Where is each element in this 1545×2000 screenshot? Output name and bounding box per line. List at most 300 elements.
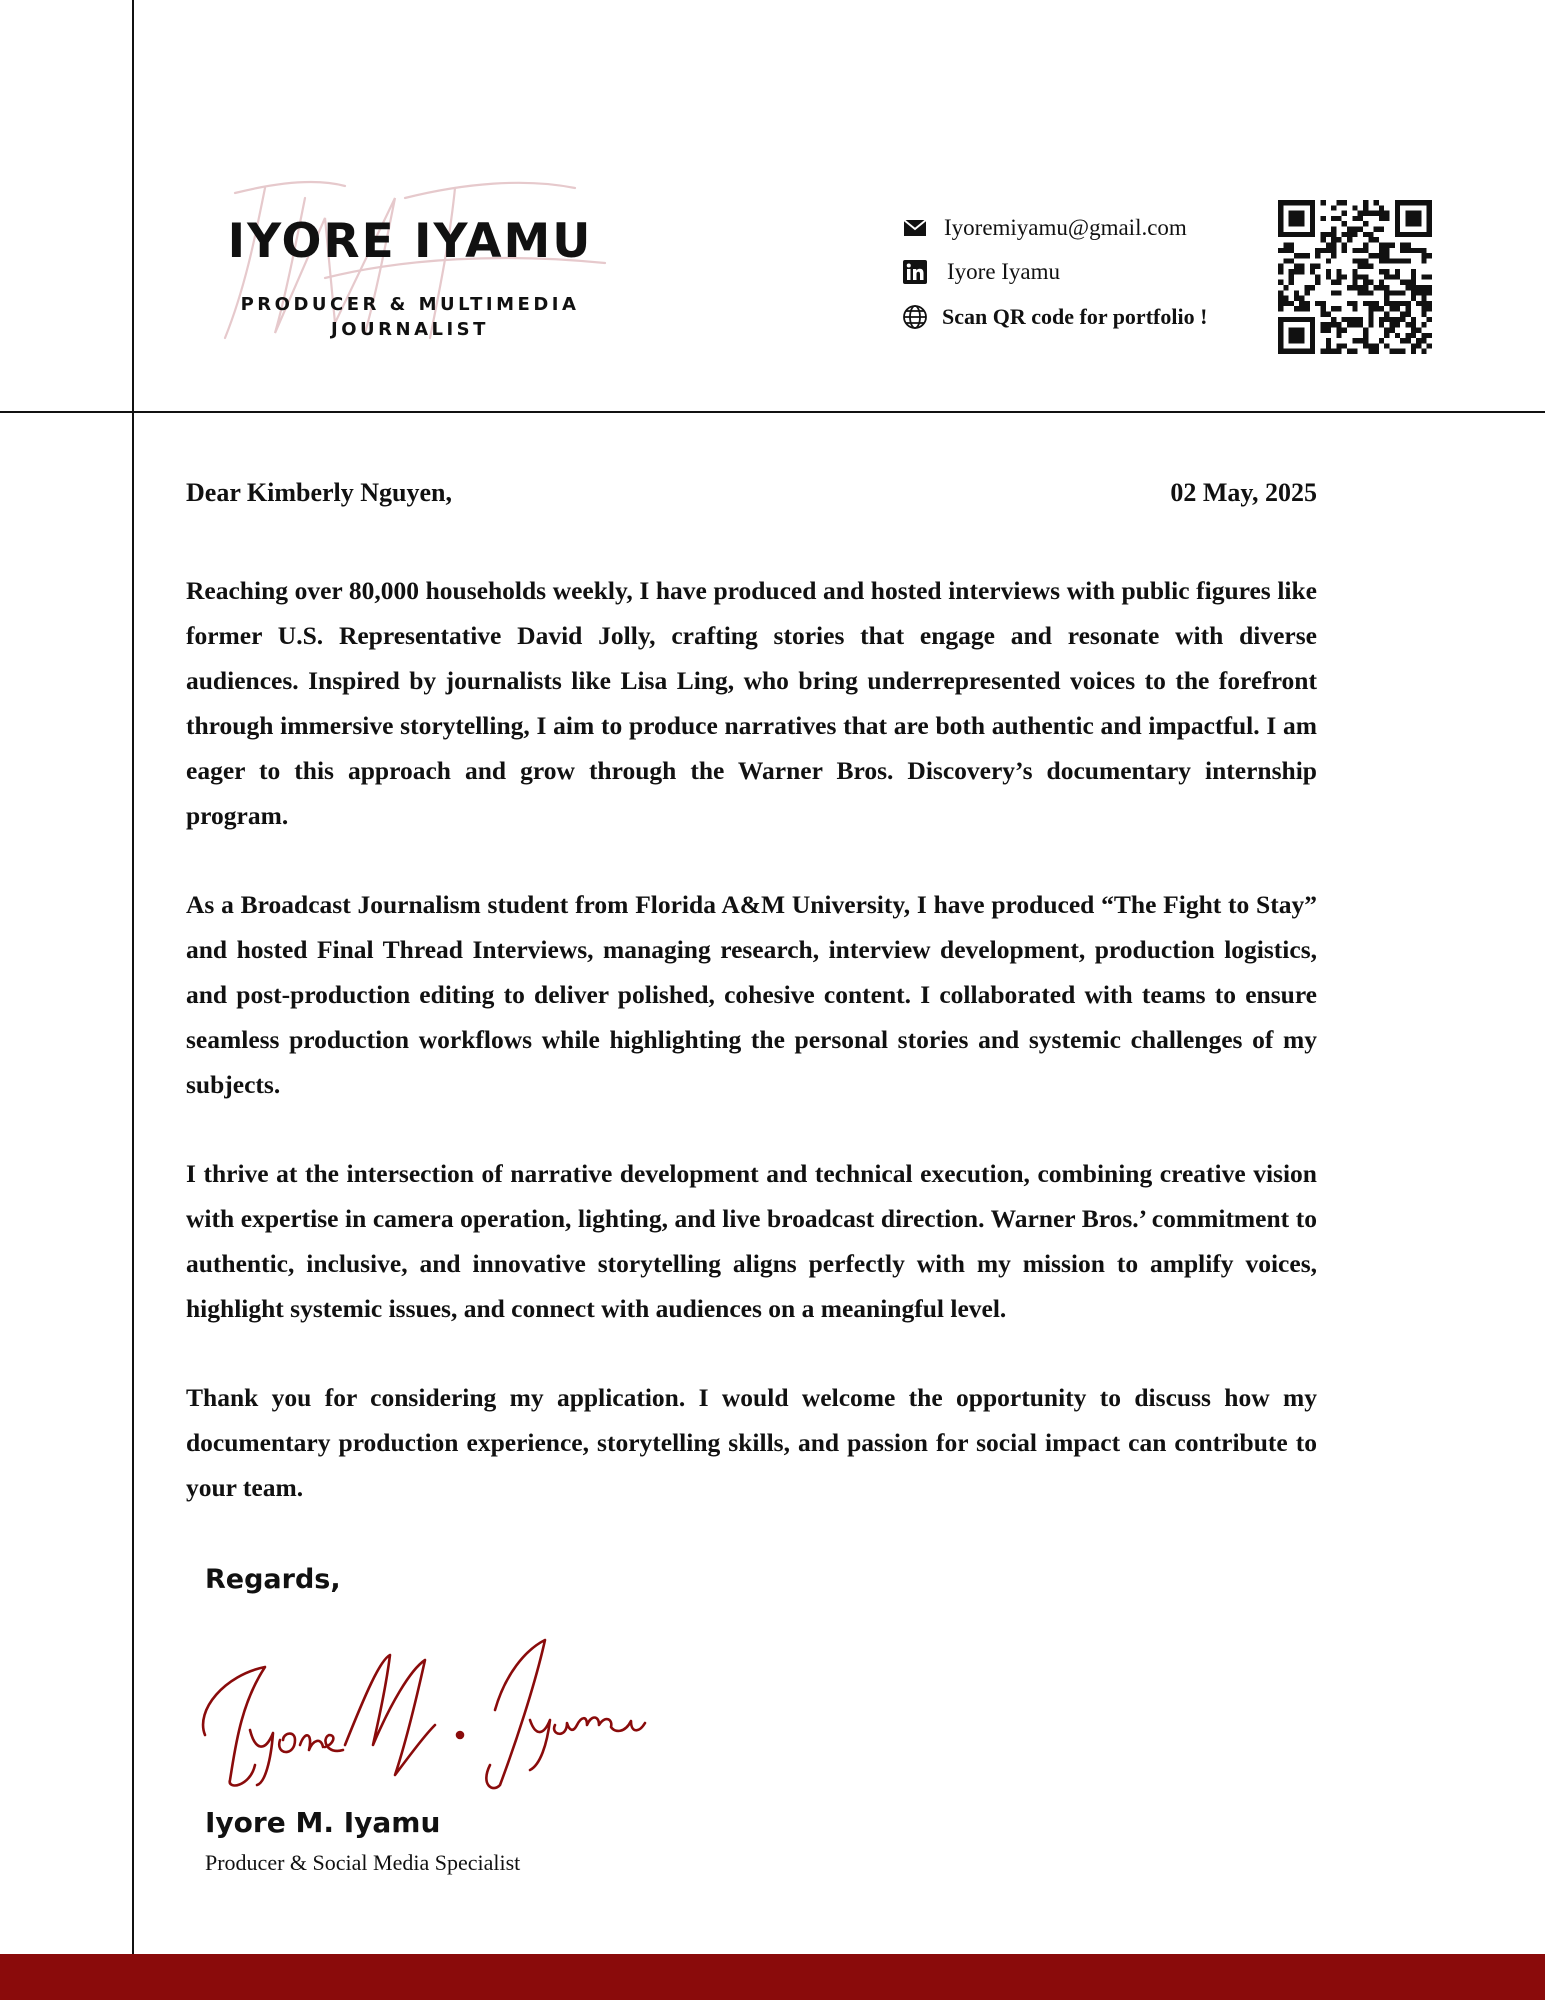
qr-module — [1299, 211, 1304, 216]
qr-module — [1315, 274, 1320, 279]
qr-module — [1395, 306, 1400, 311]
qr-module — [1358, 248, 1363, 253]
qr-module — [1379, 248, 1384, 253]
qr-module — [1363, 274, 1368, 279]
qr-module — [1331, 317, 1336, 322]
qr-module — [1358, 290, 1363, 295]
qr-module — [1427, 205, 1432, 210]
qr-module — [1427, 285, 1432, 290]
qr-module — [1342, 242, 1347, 247]
qr-module — [1336, 280, 1341, 285]
qr-module — [1363, 301, 1368, 306]
qr-module — [1374, 285, 1379, 290]
qr-module — [1390, 317, 1395, 322]
qr-module — [1278, 200, 1283, 205]
qr-module — [1390, 242, 1395, 247]
qr-module — [1395, 349, 1400, 354]
qr-module — [1278, 205, 1283, 210]
qr-module — [1331, 216, 1336, 221]
qr-module — [1400, 280, 1405, 285]
qr-module — [1336, 333, 1341, 338]
linkedin-text: Iyore Iyamu — [947, 259, 1061, 284]
qr-module — [1427, 253, 1432, 258]
qr-module — [1411, 327, 1416, 332]
signer-name: Iyore M. Iyamu — [205, 1806, 441, 1839]
qr-module — [1342, 211, 1347, 216]
qr-module — [1416, 327, 1421, 332]
brand-name: IYORE IYAMU — [227, 214, 593, 269]
qr-module — [1305, 317, 1310, 322]
qr-module — [1347, 322, 1352, 327]
header-divider — [0, 411, 1545, 413]
contact-linkedin[interactable] — [900, 257, 1060, 287]
qr-module — [1390, 327, 1395, 332]
qr-module — [1278, 232, 1283, 237]
qr-module — [1352, 338, 1357, 343]
qr-module — [1294, 338, 1299, 343]
qr-module — [1379, 269, 1384, 274]
qr-module — [1331, 322, 1336, 327]
qr-module — [1368, 264, 1373, 269]
qr-module — [1411, 269, 1416, 274]
qr-module — [1331, 349, 1336, 354]
qr-module — [1421, 296, 1426, 301]
qr-module — [1379, 216, 1384, 221]
qr-module — [1358, 216, 1363, 221]
qr-module — [1416, 211, 1421, 216]
qr-module — [1395, 317, 1400, 322]
qr-module — [1299, 301, 1304, 306]
qr-module — [1289, 242, 1294, 247]
qr-module — [1278, 301, 1283, 306]
qr-module — [1310, 221, 1315, 226]
qr-module — [1374, 301, 1379, 306]
qr-module — [1368, 301, 1373, 306]
qr-module — [1331, 253, 1336, 258]
qr-module — [1358, 338, 1363, 343]
qr-module — [1363, 327, 1368, 332]
qr-module — [1299, 333, 1304, 338]
qr-module — [1421, 274, 1426, 279]
qr-module — [1405, 338, 1410, 343]
qr-module — [1363, 343, 1368, 348]
qr-module — [1289, 349, 1294, 354]
qr-module — [1283, 317, 1288, 322]
qr-module — [1384, 333, 1389, 338]
qr-module — [1405, 285, 1410, 290]
qr-module — [1278, 248, 1283, 253]
qr-module — [1368, 317, 1373, 322]
handwritten-signature — [195, 1615, 715, 1795]
qr-module — [1384, 274, 1389, 279]
qr-module — [1342, 221, 1347, 226]
qr-module — [1278, 343, 1283, 348]
qr-module — [1294, 216, 1299, 221]
qr-module — [1315, 248, 1320, 253]
qr-module — [1374, 349, 1379, 354]
qr-module — [1289, 258, 1294, 263]
qr-module — [1384, 343, 1389, 348]
qr-module — [1326, 343, 1331, 348]
qr-module — [1427, 216, 1432, 221]
qr-module — [1421, 322, 1426, 327]
qr-module — [1347, 232, 1352, 237]
qr-module — [1320, 306, 1325, 311]
qr-module — [1294, 269, 1299, 274]
qr-module — [1411, 216, 1416, 221]
qr-module — [1315, 301, 1320, 306]
qr-module — [1315, 280, 1320, 285]
qr-module — [1368, 306, 1373, 311]
qr-module — [1294, 306, 1299, 311]
qr-module — [1427, 211, 1432, 216]
qr-module — [1289, 232, 1294, 237]
qr-module — [1411, 232, 1416, 237]
qr-module — [1305, 349, 1310, 354]
qr-module — [1395, 290, 1400, 295]
qr-module — [1347, 227, 1352, 232]
qr-module — [1352, 248, 1357, 253]
qr-module — [1320, 322, 1325, 327]
left-rule — [132, 0, 134, 1955]
qr-module — [1358, 227, 1363, 232]
qr-module — [1320, 327, 1325, 332]
qr-module — [1400, 248, 1405, 253]
qr-module — [1400, 338, 1405, 343]
qr-module — [1363, 285, 1368, 290]
qr-module — [1278, 211, 1283, 216]
qr-module — [1395, 200, 1400, 205]
qr-module — [1400, 200, 1405, 205]
qr-module — [1390, 274, 1395, 279]
qr-module — [1358, 285, 1363, 290]
qr-module — [1421, 306, 1426, 311]
body-paragraph-4: Thank you for considering my application. I would welcome the opportunity to discuss how my documentary production experience, storytelling skills, and passion for social impact can contribute to your team. — [186, 1383, 1317, 1502]
qr-module — [1411, 317, 1416, 322]
qr-module — [1395, 301, 1400, 306]
qr-module — [1326, 274, 1331, 279]
qr-module — [1294, 264, 1299, 269]
qr-module — [1331, 237, 1336, 242]
qr-module — [1310, 349, 1315, 354]
qr-module — [1299, 221, 1304, 226]
qr-module — [1384, 216, 1389, 221]
qr-module — [1331, 290, 1336, 295]
qr-module — [1427, 333, 1432, 338]
qr-module — [1363, 211, 1368, 216]
qr-module — [1400, 312, 1405, 317]
qr-module — [1421, 232, 1426, 237]
qr-module — [1421, 248, 1426, 253]
qr-module — [1278, 322, 1283, 327]
qr-module — [1374, 227, 1379, 232]
qr-module — [1289, 333, 1294, 338]
globe-icon — [900, 302, 930, 332]
qr-module — [1289, 280, 1294, 285]
qr-module — [1390, 306, 1395, 311]
qr-module — [1283, 242, 1288, 247]
qr-module — [1416, 343, 1421, 348]
qr-module — [1416, 338, 1421, 343]
qr-module — [1326, 312, 1331, 317]
qr-module — [1411, 248, 1416, 253]
qr-module — [1395, 274, 1400, 279]
qr-module — [1310, 232, 1315, 237]
qr-module — [1294, 296, 1299, 301]
qr-module — [1278, 280, 1283, 285]
qr-module — [1331, 227, 1336, 232]
qr-module — [1305, 200, 1310, 205]
qr-module — [1416, 216, 1421, 221]
qr-module — [1395, 322, 1400, 327]
qr-module — [1374, 253, 1379, 258]
qr-module — [1331, 248, 1336, 253]
qr-module — [1405, 221, 1410, 226]
qr-module — [1405, 258, 1410, 263]
qr-module — [1416, 301, 1421, 306]
qr-module — [1405, 333, 1410, 338]
portfolio-qr-code[interactable] — [1278, 200, 1432, 354]
qr-module — [1278, 296, 1283, 301]
qr-module — [1421, 333, 1426, 338]
qr-module — [1278, 349, 1283, 354]
qr-module — [1427, 274, 1432, 279]
qr-module — [1368, 253, 1373, 258]
qr-module — [1294, 349, 1299, 354]
qr-module — [1384, 253, 1389, 258]
body-paragraph-3: I thrive at the intersection of narrative development and technical execution, combining creative vision with expertise in camera operation, lighting, and live broadcast direction. Warner Bros.’ commitment to authentic, inclusive, and innovative storytelling aligns perfectly with my mission to amplify voices, highlight systemic issues, and connect with audiences on a meaningful level. — [186, 1159, 1317, 1323]
qr-module — [1310, 264, 1315, 269]
qr-module — [1310, 333, 1315, 338]
qr-module — [1400, 258, 1405, 263]
contact-portfolio[interactable] — [900, 302, 1207, 332]
qr-module — [1299, 296, 1304, 301]
qr-module — [1305, 253, 1310, 258]
qr-module — [1384, 258, 1389, 263]
qr-module — [1411, 333, 1416, 338]
qr-module — [1342, 343, 1347, 348]
qr-module — [1278, 269, 1283, 274]
qr-module — [1384, 242, 1389, 247]
qr-module — [1331, 205, 1336, 210]
qr-module — [1283, 258, 1288, 263]
qr-module — [1336, 343, 1341, 348]
qr-module — [1347, 237, 1352, 242]
qr-module — [1347, 317, 1352, 322]
qr-module — [1347, 301, 1352, 306]
qr-module — [1374, 343, 1379, 348]
qr-module — [1379, 258, 1384, 263]
qr-module — [1395, 333, 1400, 338]
qr-module — [1352, 258, 1357, 263]
brand-title-line-2: JOURNALIST — [331, 319, 489, 340]
qr-module — [1315, 264, 1320, 269]
qr-module — [1336, 216, 1341, 221]
qr-module — [1384, 269, 1389, 274]
qr-module — [1278, 338, 1283, 343]
qr-module — [1421, 338, 1426, 343]
qr-module — [1405, 312, 1410, 317]
qr-module — [1368, 280, 1373, 285]
qr-module — [1299, 338, 1304, 343]
qr-module — [1363, 264, 1368, 269]
qr-module — [1320, 312, 1325, 317]
qr-module — [1390, 322, 1395, 327]
qr-module — [1374, 211, 1379, 216]
qr-module — [1379, 227, 1384, 232]
qr-module — [1310, 343, 1315, 348]
qr-module — [1395, 258, 1400, 263]
brand-title-line-1: PRODUCER & MULTIMEDIA — [240, 294, 580, 315]
qr-module — [1342, 317, 1347, 322]
qr-module — [1294, 200, 1299, 205]
qr-module — [1352, 232, 1357, 237]
contact-email[interactable] — [900, 213, 1187, 243]
qr-module — [1299, 306, 1304, 311]
qr-module — [1336, 322, 1341, 327]
qr-module — [1363, 248, 1368, 253]
letter-date: 02 May, 2025 — [1170, 478, 1317, 507]
qr-module — [1395, 211, 1400, 216]
qr-module — [1352, 269, 1357, 274]
qr-module — [1342, 232, 1347, 237]
qr-module — [1427, 227, 1432, 232]
qr-module — [1352, 216, 1357, 221]
qr-module — [1352, 306, 1357, 311]
qr-module — [1342, 327, 1347, 332]
qr-module — [1336, 349, 1341, 354]
qr-module — [1416, 232, 1421, 237]
qr-module — [1379, 317, 1384, 322]
qr-module — [1278, 221, 1283, 226]
qr-module — [1374, 306, 1379, 311]
qr-module — [1421, 253, 1426, 258]
qr-module — [1405, 306, 1410, 311]
qr-module — [1310, 216, 1315, 221]
qr-module — [1336, 327, 1341, 332]
qr-module — [1358, 317, 1363, 322]
qr-module — [1352, 227, 1357, 232]
qr-module — [1395, 205, 1400, 210]
qr-module — [1326, 232, 1331, 237]
qr-module — [1305, 301, 1310, 306]
qr-module — [1416, 248, 1421, 253]
body-paragraph-1: Reaching over 80,000 households weekly, I have produced and hosted interviews with public figures like former U.S. Representative David Jolly, crafting stories that engage and resonate with diverse audiences. Inspired by journalists like Lisa Ling, who bring underrepresented voices to the forefront through immersive storytelling, I aim to produce narratives that are both authentic and impactful. I am eager to this approach and grow through the Warner Bros. Discovery’s documentary internship program. — [186, 576, 1317, 830]
qr-module — [1310, 227, 1315, 232]
qr-module — [1326, 349, 1331, 354]
qr-module — [1331, 242, 1336, 247]
qr-module — [1315, 253, 1320, 258]
qr-module — [1352, 317, 1357, 322]
qr-module — [1283, 285, 1288, 290]
qr-module — [1384, 290, 1389, 295]
qr-module — [1400, 290, 1405, 295]
qr-module — [1358, 274, 1363, 279]
qr-module — [1363, 221, 1368, 226]
qr-module — [1411, 322, 1416, 327]
qr-module — [1379, 322, 1384, 327]
qr-module — [1283, 349, 1288, 354]
qr-module — [1320, 248, 1325, 253]
qr-module — [1363, 290, 1368, 295]
qr-module — [1363, 200, 1368, 205]
qr-module — [1405, 200, 1410, 205]
qr-module — [1390, 290, 1395, 295]
footer-accent-bar — [0, 1954, 1545, 2000]
qr-module — [1310, 338, 1315, 343]
qr-module — [1320, 237, 1325, 242]
salutation: Dear Kimberly Nguyen, — [186, 478, 452, 507]
qr-module — [1289, 274, 1294, 279]
qr-module — [1427, 232, 1432, 237]
qr-module — [1331, 306, 1336, 311]
qr-module — [1310, 322, 1315, 327]
qr-module — [1326, 248, 1331, 253]
qr-module — [1289, 338, 1294, 343]
qr-module — [1395, 269, 1400, 274]
qr-module — [1289, 301, 1294, 306]
qr-module — [1384, 327, 1389, 332]
qr-module — [1358, 258, 1363, 263]
qr-module — [1326, 258, 1331, 263]
qr-module — [1374, 200, 1379, 205]
qr-module — [1363, 232, 1368, 237]
qr-module — [1379, 253, 1384, 258]
qr-module — [1384, 211, 1389, 216]
qr-module — [1400, 349, 1405, 354]
qr-module — [1395, 227, 1400, 232]
qr-module — [1320, 232, 1325, 237]
qr-module — [1294, 253, 1299, 258]
qr-module — [1289, 248, 1294, 253]
qr-module — [1395, 221, 1400, 226]
qr-module — [1347, 349, 1352, 354]
qr-module — [1379, 306, 1384, 311]
qr-module — [1299, 349, 1304, 354]
qr-module — [1395, 216, 1400, 221]
qr-module — [1310, 269, 1315, 274]
qr-module — [1416, 221, 1421, 226]
qr-module — [1289, 200, 1294, 205]
qr-module — [1352, 280, 1357, 285]
qr-module — [1368, 312, 1373, 317]
qr-module — [1384, 296, 1389, 301]
closing: Regards, — [205, 1564, 341, 1595]
qr-module — [1411, 221, 1416, 226]
qr-module — [1379, 285, 1384, 290]
qr-module — [1379, 280, 1384, 285]
qr-module — [1379, 338, 1384, 343]
qr-module — [1405, 301, 1410, 306]
qr-module — [1299, 253, 1304, 258]
qr-module — [1368, 349, 1373, 354]
qr-module — [1427, 290, 1432, 295]
qr-module — [1358, 264, 1363, 269]
qr-module — [1294, 221, 1299, 226]
qr-module — [1411, 274, 1416, 279]
qr-module — [1395, 232, 1400, 237]
qr-module — [1278, 227, 1283, 232]
qr-module — [1427, 221, 1432, 226]
qr-module — [1384, 312, 1389, 317]
qr-module — [1384, 285, 1389, 290]
qr-module — [1336, 237, 1341, 242]
letter-body — [186, 568, 1317, 1510]
qr-module — [1427, 317, 1432, 322]
qr-module — [1310, 327, 1315, 332]
qr-module — [1336, 274, 1341, 279]
qr-module — [1320, 301, 1325, 306]
